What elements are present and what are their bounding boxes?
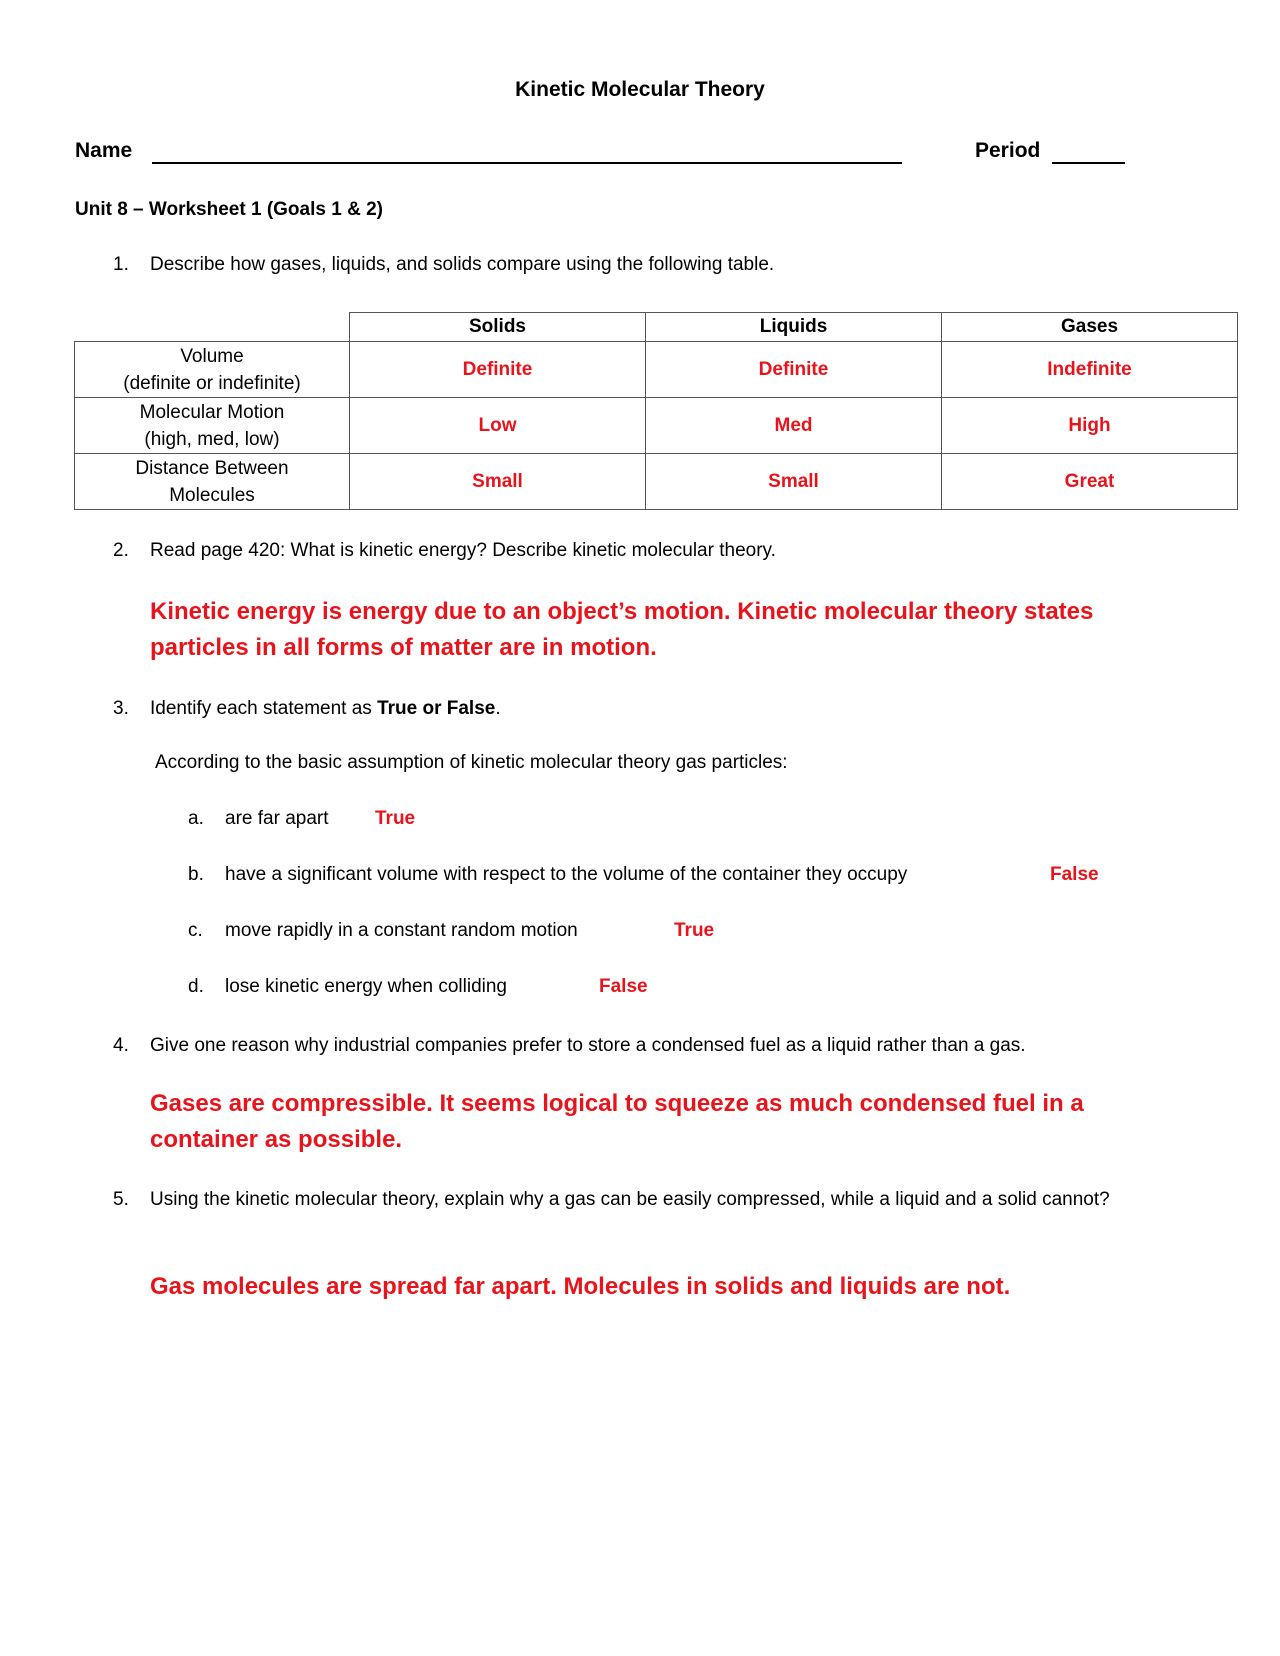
table-corner-cell (75, 313, 350, 342)
page-title: Kinetic Molecular Theory (515, 78, 765, 101)
comparison-table (74, 312, 1238, 510)
question-text-bold: True or False (377, 698, 496, 719)
question-2 (113, 537, 776, 565)
column-header-gases: Gases (942, 313, 1238, 342)
row-label-volume (75, 342, 350, 398)
question-5 (113, 1186, 1150, 1214)
statement-text: have a significant volume with respect to the volume of the container they occupy (225, 864, 908, 885)
statement-d (188, 976, 648, 998)
column-header-solids: Solids (350, 313, 646, 342)
question-number: 2. (113, 540, 129, 561)
question-3-intro: According to the basic assumption of kinetic molecular theory gas particles: (155, 752, 788, 773)
statement-letter: c. (188, 920, 203, 941)
column-header-liquids: Liquids (646, 313, 942, 342)
statement-letter: a. (188, 808, 204, 829)
name-label: Name (75, 139, 133, 162)
statement-letter: b. (188, 864, 204, 885)
table-cell-answer: Definite (646, 342, 942, 398)
question-text: Using the kinetic molecular theory, explain why a gas can be easily compressed, while a liquid and a solid cannot? (150, 1189, 1110, 1210)
row-label-distance (75, 454, 350, 510)
name-period-row (75, 139, 1125, 169)
question-text: Describe how gases, liquids, and solids compare using the following table. (150, 254, 775, 275)
table-cell-answer: Low (350, 398, 646, 454)
table-cell-answer: Small (350, 454, 646, 510)
table-cell-answer: Small (646, 454, 942, 510)
question-number: 5. (113, 1189, 129, 1210)
statement-b (188, 864, 1099, 886)
statement-c (188, 920, 715, 942)
question-text (150, 698, 501, 719)
row-label-line: Molecules (169, 484, 255, 506)
question-text-part: . (495, 698, 501, 719)
table-cell-answer: Med (646, 398, 942, 454)
unit-heading: Unit 8 – Worksheet 1 (Goals 1 & 2) (75, 199, 383, 220)
table-cell-answer: Definite (350, 342, 646, 398)
statement-letter: d. (188, 976, 204, 997)
row-label-line: Volume (180, 345, 244, 367)
answer-2: Kinetic energy is energy due to an object’s motion. Kinetic molecular theory states particles in all forms of matter are in motion. (150, 598, 1094, 661)
table-cell-answer: High (942, 398, 1238, 454)
question-number: 3. (113, 698, 129, 719)
period-label: Period (975, 139, 1041, 162)
row-label-line: Molecular Motion (139, 401, 285, 423)
row-label-line: (high, med, low) (144, 428, 280, 450)
statement-a (188, 808, 416, 830)
table-row (75, 398, 1238, 454)
statement-answer: True (375, 808, 416, 829)
question-3 (113, 695, 501, 723)
row-label-line: Distance Between (135, 457, 289, 479)
answer-5: Gas molecules are spread far apart. Molecules in solids and liquids are not. (150, 1273, 1011, 1300)
table-header-row (75, 313, 1238, 342)
name-blank-line[interactable] (152, 162, 902, 164)
statement-text: lose kinetic energy when colliding (225, 976, 507, 997)
table-row (75, 454, 1238, 510)
statement-answer: False (1050, 864, 1099, 885)
statement-text: move rapidly in a constant random motion (225, 920, 578, 941)
row-label-line: (definite or indefinite) (123, 372, 301, 394)
answer-4: Gases are compressible. It seems logical to squeeze as much condensed fuel in a container as possible. (150, 1090, 1084, 1153)
question-4 (113, 1032, 1026, 1060)
statement-answer: True (674, 920, 715, 941)
table-cell-answer: Great (942, 454, 1238, 510)
table-row (75, 342, 1238, 398)
question-text: Give one reason why industrial companies prefer to store a condensed fuel as a liquid rather than a gas. (150, 1035, 1026, 1056)
table-cell-answer: Indefinite (942, 342, 1238, 398)
statement-answer: False (599, 976, 648, 997)
question-number: 4. (113, 1035, 129, 1056)
question-text-part: Identify each statement as (150, 698, 378, 719)
period-blank-line[interactable] (1052, 162, 1125, 164)
question-1 (113, 251, 774, 279)
question-text: Read page 420: What is kinetic energy? Describe kinetic molecular theory. (150, 540, 776, 561)
row-label-motion (75, 398, 350, 454)
question-number: 1. (113, 254, 129, 275)
statement-text: are far apart (225, 808, 329, 829)
